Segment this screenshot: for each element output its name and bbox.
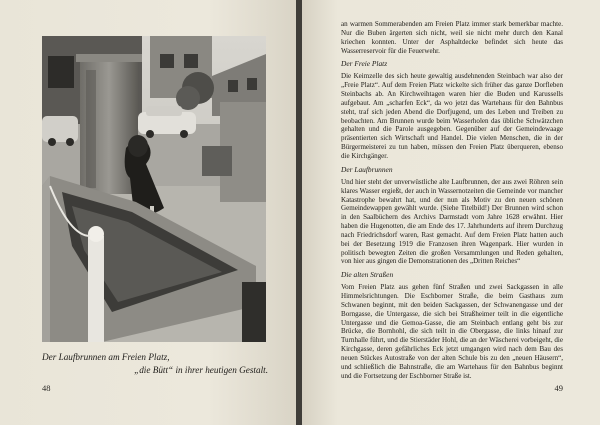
- fountain-photo: [42, 36, 266, 342]
- section-text-alte-strassen: Vom Freien Platz aus gehen fünf Straßen und zwei Sackgassen in alle Himmelsrichtungen. Die Eschborner Straße, die beim Gasthaus zum Schwanen beginnt, mit den beiden Sackgassen, der Schwanengasse und der Borngasse, die Untergasse, die sich bei Straßheimer teilt in die eigentliche Untergasse und die Gemoa-Gasse, die am Steinbach entlang geht bis zur Brücke, die Bornhohl, die sich teilt in die Obergasse, die links hinauf zur Turnhalle führt, und die Stierstäder Hohl, die an der Wäscherei vorbeigeht, die Kirchgasse, deren gefährliches Eck jetzt umgangen wird nach dem Bau des neuen Stückes Autostraße von der alten Schule bis zu den „neuen Häusern“, und schließlich die Bahnstraße, die am Wartehaus für den Bahnbus beginnt und die Fortsetzung der Eschborner Straße ist.: [341, 283, 563, 380]
- section-text-laufbrunnen: Und hier steht der unverwüstliche alte Laufbrunnen, der aus zwei Röhren sein klares Wasser ergießt, der auch in Wassernotzeiten die Gemeinde vor mancher Katastrophe bewahrt hat, und der nun als Motiv zu den neuen schönen Gemeindewappen gewählt wurde. (Siehe Titelbild!) Der Brunnen wird schon in den Saalbüchern des Archivs Darmstadt vom Jahre 1628 erwähnt. Hier haben die Hugenotten, die am Ende des 17. Jahrhunderts auf ihrem Durchzug nach Friedrichsdorf waren, Rast gemacht. Auf dem Freien Platz hatten auch bei der Besetzung 1919 die Franzosen ihren Wagenpark. Hier wurden in politisch bewegten Zeiten die großen Versammlungen und Reden gehalten, von hier aus gingen die Demonstrationen des „Dritten Reiches“: [341, 177, 563, 266]
- right-page: [302, 0, 600, 425]
- section-heading-laufbrunnen: Der Laufbrunnen: [341, 164, 393, 174]
- caption-line-1: Der Laufbrunnen am Freien Platz,: [42, 352, 170, 362]
- photo-caption: [42, 351, 268, 377]
- section-heading-freier-platz: Der Freie Platz: [341, 59, 388, 69]
- section-heading-alte-strassen: Die alten Straßen: [341, 270, 394, 280]
- intro-paragraph: an warmen Sommerabenden am Freien Platz immer stark bemerkbar machte. Nur die Buben ärgerten sich nicht, weil sie nicht mehr durch den Kanal kriechen konnten. Unter der Asphaltdecke befindet sich heute das Wasserreservoir für die Feuerwehr.: [341, 20, 563, 55]
- page-number-left: 48: [42, 383, 51, 393]
- section-text-freier-platz: Die Keimzelle des sich heute gewaltig ausdehnenden Steinbach war also der „Freie Platz“. Auf dem Freien Platz wickelte sich früher das ganze Dorfleben Steinbachs ab. An Kirchweihtagen waren hier die Buden und Karussells aufgebaut. Am „scharfen Eck“, da wo jetzt das Wartehaus für den Bahnbus steht, traf sich jeden Abend die Dorfjugend, um des Leben und Treiben zu beobachten. Am Brunnen wurde beim Wasserholen das übliche Schwätzchen gehalten und die Parole ausgegeben. Gegenüber auf der Gemeindewaage präsentierten sich Wirtschaft und Handel. Die vielen Menschen, die in der Bürgermeisterei zu tun haben, müssen den Freien Platz überqueren, ebenso die Kirchgänger.: [341, 72, 563, 160]
- caption-line-2: „die Bütt“ in ihrer heutigen Gestalt.: [134, 365, 268, 375]
- left-page: [0, 0, 296, 425]
- page-number-right: 49: [554, 383, 563, 393]
- body-text: [341, 20, 563, 381]
